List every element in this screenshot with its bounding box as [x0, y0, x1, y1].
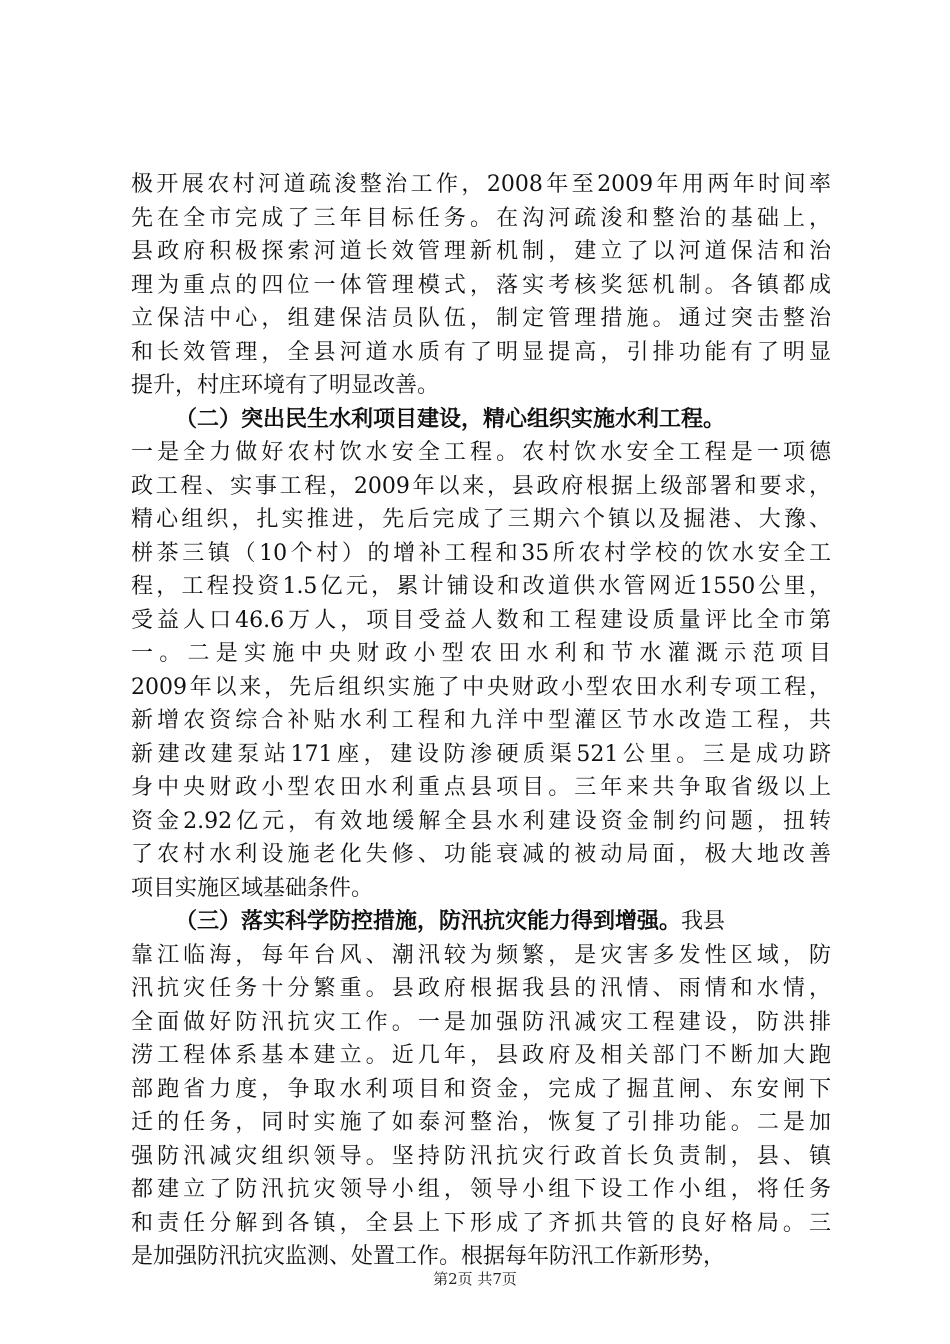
- text-line: 身中央财政小型农田水利重点县项目。三年来共争取省级以上: [131, 775, 831, 800]
- text-line: 强防汛减灾组织领导。坚持防汛抗灾行政首长负责制，县、镇: [131, 1143, 831, 1169]
- text-line: 是加强防汛抗灾监测、处置工作。根据每年防汛工作新形势，: [131, 1244, 726, 1269]
- text-line: [131, 403, 831, 437]
- text-line: 先在全市完成了三年目标任务。在沟河疏浚和整治的基础上，: [131, 205, 831, 231]
- line-text: 我县: [681, 909, 726, 934]
- text-line: 部跑省力度，争取水利项目和资金，完成了掘苴闸、东安闸下: [131, 1076, 831, 1102]
- text-line: 县政府积极探索河道长效管理新机制，建立了以河道保洁和治: [131, 239, 831, 264]
- text-line: 了农村水利设施老化失修、功能衰减的被动局面，极大地改善: [131, 842, 831, 867]
- text-line: 受益人口46.6万人，项目受益人数和工程建设质量评比全市第: [131, 607, 831, 633]
- text-line: 一是全力做好农村饮水安全工程。农村饮水安全工程是一项德: [131, 440, 831, 465]
- page-footer: 第2页 共7页: [433, 1270, 517, 1288]
- text-line: 迁的任务，同时实施了如泰河整治，恢复了引排功能。二是加: [131, 1110, 831, 1135]
- text-line: 一。二是实施中央财政小型农田水利和节水灌溉示范项目: [131, 641, 831, 666]
- text-line: 极开展农村河道疏浚整治工作，2008年至2009年用两年时间率: [131, 172, 831, 197]
- text-line: 项目实施区域基础条件。: [131, 875, 374, 901]
- text-line: 和长效管理，全县河道水质有了明显提高，引排功能有了明显: [131, 339, 831, 365]
- body-text: [131, 168, 831, 1274]
- text-line: 全面做好防汛抗灾工作。一是加强防汛减灾工程建设，防洪排: [131, 1009, 831, 1035]
- text-line: 汛抗灾任务十分繁重。县政府根据我县的汛情、雨情和水情，: [131, 976, 831, 1001]
- text-line: 栟茶三镇（10个村）的增补工程和35所农村学校的饮水安全工: [131, 540, 831, 566]
- text-line: 新建改建泵站171座，建设防渗硬质渠521公里。三是成功跻: [131, 741, 831, 767]
- section-heading: （二）突出民生水利项目建设，精心组织实施水利工程。: [175, 405, 726, 432]
- text-line: 精心组织，扎实推进，先后完成了三期六个镇以及掘港、大豫、: [131, 507, 831, 532]
- text-line: 靠江临海，每年台风、潮汛较为频繁，是灾害多发性区域，防: [131, 942, 831, 968]
- text-line: [131, 905, 831, 939]
- text-line: 涝工程体系基本建立。近几年，县政府及相关部门不断加大跑: [131, 1043, 831, 1068]
- text-line: 资金2.92亿元，有效地缓解全县水利建设资金制约问题，扭转: [131, 808, 831, 834]
- text-line: 2009年以来，先后组织实施了中央财政小型农田水利专项工程，: [131, 674, 831, 700]
- section-heading: （三）落实科学防控措施，防汛抗灾能力得到增强。: [175, 908, 682, 934]
- text-line: 都建立了防汛抗灾领导小组，领导小组下设工作小组，将任务: [131, 1177, 831, 1202]
- text-line: 政工程、实事工程，2009年以来，县政府根据上级部署和要求，: [131, 473, 831, 499]
- text-line: 新增农资综合补贴水利工程和九洋中型灌区节水改造工程，共: [131, 708, 831, 733]
- text-line: 理为重点的四位一体管理模式，落实考核奖惩机制。各镇都成: [131, 272, 831, 298]
- text-line: 提升，村庄环境有了明显改善。: [131, 373, 440, 398]
- text-line: 和责任分解到各镇，全县上下形成了齐抓共管的良好格局。三: [131, 1210, 831, 1236]
- text-line: 程，工程投资1.5亿元，累计铺设和改道供水管网近1550公里，: [131, 574, 831, 599]
- text-line: 立保洁中心，组建保洁员队伍，制定管理措施。通过突击整治: [131, 306, 831, 331]
